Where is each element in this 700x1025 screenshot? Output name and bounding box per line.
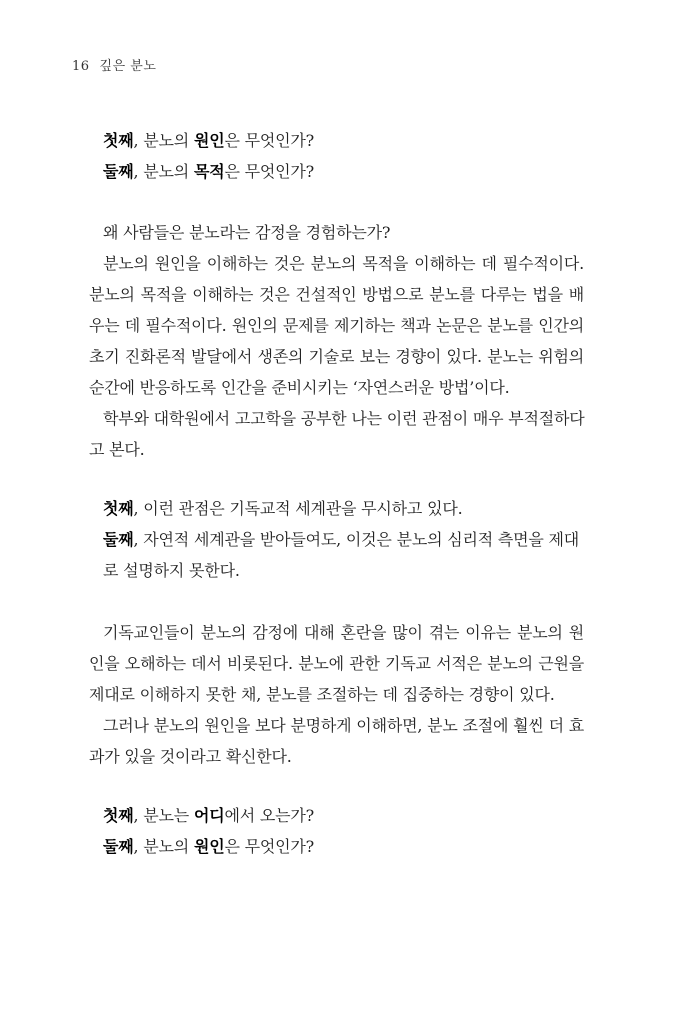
- question-key: 목적: [193, 162, 225, 181]
- point-second: [103, 527, 579, 550]
- para2-line-1: 기독교인들이 분노의 감정에 대해 혼란을 많이 겪는 이유는 분노의 원: [103, 623, 584, 642]
- question-second-purpose: [103, 159, 314, 182]
- question-lead: 첫째: [103, 131, 134, 150]
- point-first: [103, 496, 462, 519]
- question-text: 은 무엇인가?: [224, 837, 315, 856]
- para1-line-2: 분노의 원인을 이해하는 것은 분노의 목적을 이해하는 데 필수적이다.: [103, 254, 584, 273]
- para1-line-8: 고 본다.: [89, 440, 145, 459]
- question-text: , 분노는: [133, 806, 194, 825]
- question-text: , 분노의: [133, 131, 194, 150]
- para1-line-6: 순간에 반응하도록 인간을 준비시키는 ‘자연스러운 방법’이다.: [89, 378, 510, 397]
- point-second-continued: 로 설명하지 못한다.: [103, 561, 240, 580]
- para2-line-3: 제대로 이해하지 못한 채, 분노를 조절하는 데 집중하는 경향이 있다.: [89, 685, 555, 704]
- question-text: 에서 오는가?: [224, 806, 315, 825]
- question-text: , 분노의: [133, 837, 194, 856]
- question-key: 원인: [193, 837, 225, 856]
- para1-line-7: 학부와 대학원에서 고고학을 공부한 나는 이런 관점이 매우 부적절하다: [103, 409, 585, 428]
- para1-line-3: 분노의 목적을 이해하는 것은 건설적인 방법으로 분노를 다루는 법을 배: [89, 285, 584, 304]
- para2-line-5: 과가 있을 것이라고 확신한다.: [89, 747, 292, 766]
- question-lead: 둘째: [103, 837, 134, 856]
- point-text: , 자연적 세계관을 받아들여도, 이것은 분노의 심리적 측면을 제대: [133, 530, 580, 549]
- question-lead: 둘째: [103, 162, 134, 181]
- question-first-cause: [103, 128, 314, 151]
- para1-line-5: 초기 진화론적 발달에서 생존의 기술로 보는 경향이 있다. 분노는 위험의: [89, 347, 584, 366]
- question-first-origin: [103, 803, 314, 826]
- para2-line-2: 인을 오해하는 데서 비롯된다. 분노에 관한 기독교 서적은 분노의 근원을: [89, 654, 584, 673]
- running-header: [72, 55, 156, 74]
- point-text: , 이런 관점은 기독교적 세계관을 무시하고 있다.: [133, 499, 463, 518]
- point-lead: 첫째: [103, 499, 134, 518]
- question-key: 원인: [193, 131, 225, 150]
- question-text: 은 무엇인가?: [224, 131, 315, 150]
- para1-line-1: 왜 사람들은 분노라는 감정을 경험하는가?: [103, 223, 391, 242]
- question-lead: 첫째: [103, 806, 134, 825]
- point-lead: 둘째: [103, 530, 134, 549]
- book-title: 깊은 분노: [99, 59, 157, 74]
- question-text: , 분노의: [133, 162, 194, 181]
- question-second-cause: [103, 834, 314, 857]
- question-text: 은 무엇인가?: [224, 162, 315, 181]
- page-number: 16: [72, 59, 90, 74]
- question-key: 어디: [193, 806, 225, 825]
- para1-line-4: 우는 데 필수적이다. 원인의 문제를 제기하는 책과 논문은 분노를 인간의: [89, 316, 584, 335]
- para2-line-4: 그러나 분노의 원인을 보다 분명하게 이해하면, 분노 조절에 훨씬 더 효: [103, 716, 584, 735]
